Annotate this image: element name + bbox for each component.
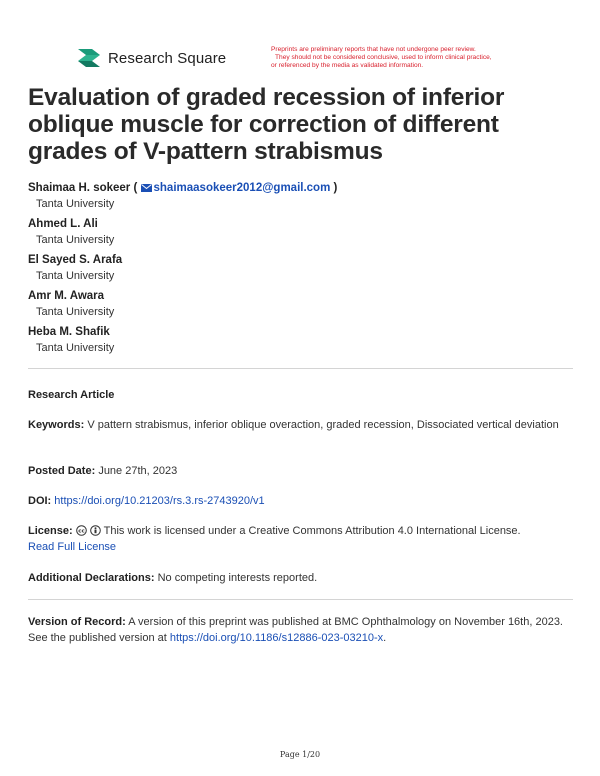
author-list — [28, 180, 573, 360]
by-icon — [90, 525, 101, 536]
declarations-value: No competing interests reported. — [157, 572, 318, 584]
author-affiliation: Tanta University — [36, 342, 115, 354]
research-square-logo-icon — [76, 47, 102, 69]
email-wrap: ( shaimaasokeer2012@gmail.com ) — [133, 182, 338, 194]
disclaimer-line-2: They should not be considered conclusive, used to inform clinical practice, — [275, 54, 492, 61]
license — [28, 523, 573, 555]
preprint-disclaimer — [271, 46, 551, 70]
doi-label: DOI: — [28, 495, 52, 507]
license-label: License: — [28, 525, 73, 537]
author-affiliation: Tanta University — [36, 234, 115, 246]
author-name: Amr M. Awara — [28, 290, 105, 302]
version-of-record-label: Version of Record: — [28, 616, 126, 628]
article-type-label: Research Article — [28, 389, 115, 401]
logo-word-square: Square — [177, 49, 227, 67]
keywords-value: V pattern strabismus, inferior oblique overaction, graded recession, Dissociated vertical deviation — [87, 419, 559, 431]
logo-text — [108, 50, 226, 67]
additional-declarations — [28, 570, 573, 586]
read-full-license-link[interactable]: Read Full License — [28, 541, 117, 553]
svg-text:cc: cc — [77, 528, 85, 535]
declarations-label: Additional Declarations: — [28, 572, 155, 584]
cc-icon — [76, 525, 87, 536]
posted-date-value: June 27th, 2023 — [98, 465, 178, 477]
author-affiliation: Tanta University — [36, 306, 115, 318]
posted-date — [28, 463, 573, 479]
research-square-logo[interactable] — [76, 47, 226, 69]
section-divider — [28, 599, 573, 600]
author-email-link[interactable]: shaimaasokeer2012@gmail.com — [153, 182, 331, 194]
section-divider — [28, 368, 573, 369]
logo-word-research: Research — [108, 49, 173, 67]
posted-date-label: Posted Date: — [28, 465, 96, 477]
version-of-record-text: A version of this preprint was published at BMC Ophthalmology on November 16th, 2023. See the published version at — [28, 616, 563, 644]
published-version-link[interactable]: https://doi.org/10.1186/s12886-023-03210-x — [169, 632, 384, 644]
version-of-record-end: . — [383, 632, 387, 644]
author-name — [28, 180, 573, 196]
author-name: Ahmed L. Ali — [28, 218, 98, 230]
disclaimer-line-3: or referenced by the media as validated information. — [271, 62, 424, 69]
envelope-icon — [141, 184, 152, 192]
author-affiliation: Tanta University — [36, 270, 115, 282]
keywords-label: Keywords: — [28, 419, 85, 431]
keywords — [28, 417, 573, 433]
author-name-text: Shaimaa H. sokeer — [28, 182, 131, 194]
license-text: This work is licensed under a Creative Commons Attribution 4.0 International License. — [103, 525, 521, 537]
paper-title: Evaluation of graded recession of inferior oblique muscle for correction of different grades of V-pattern strabismus — [28, 84, 505, 165]
disclaimer-line-1: Preprints are preliminary reports that have not undergone peer review. — [271, 46, 476, 53]
author-affiliation: Tanta University — [36, 198, 115, 210]
author-name: El Sayed S. Arafa — [28, 254, 123, 266]
version-of-record — [28, 614, 573, 646]
doi — [28, 493, 573, 509]
article-type — [28, 387, 573, 403]
doi-link[interactable]: https://doi.org/10.21203/rs.3.rs-2743920/v1 — [54, 495, 265, 507]
author-name: Heba M. Shafik — [28, 326, 110, 338]
page-number: Page 1/20 — [279, 750, 321, 759]
